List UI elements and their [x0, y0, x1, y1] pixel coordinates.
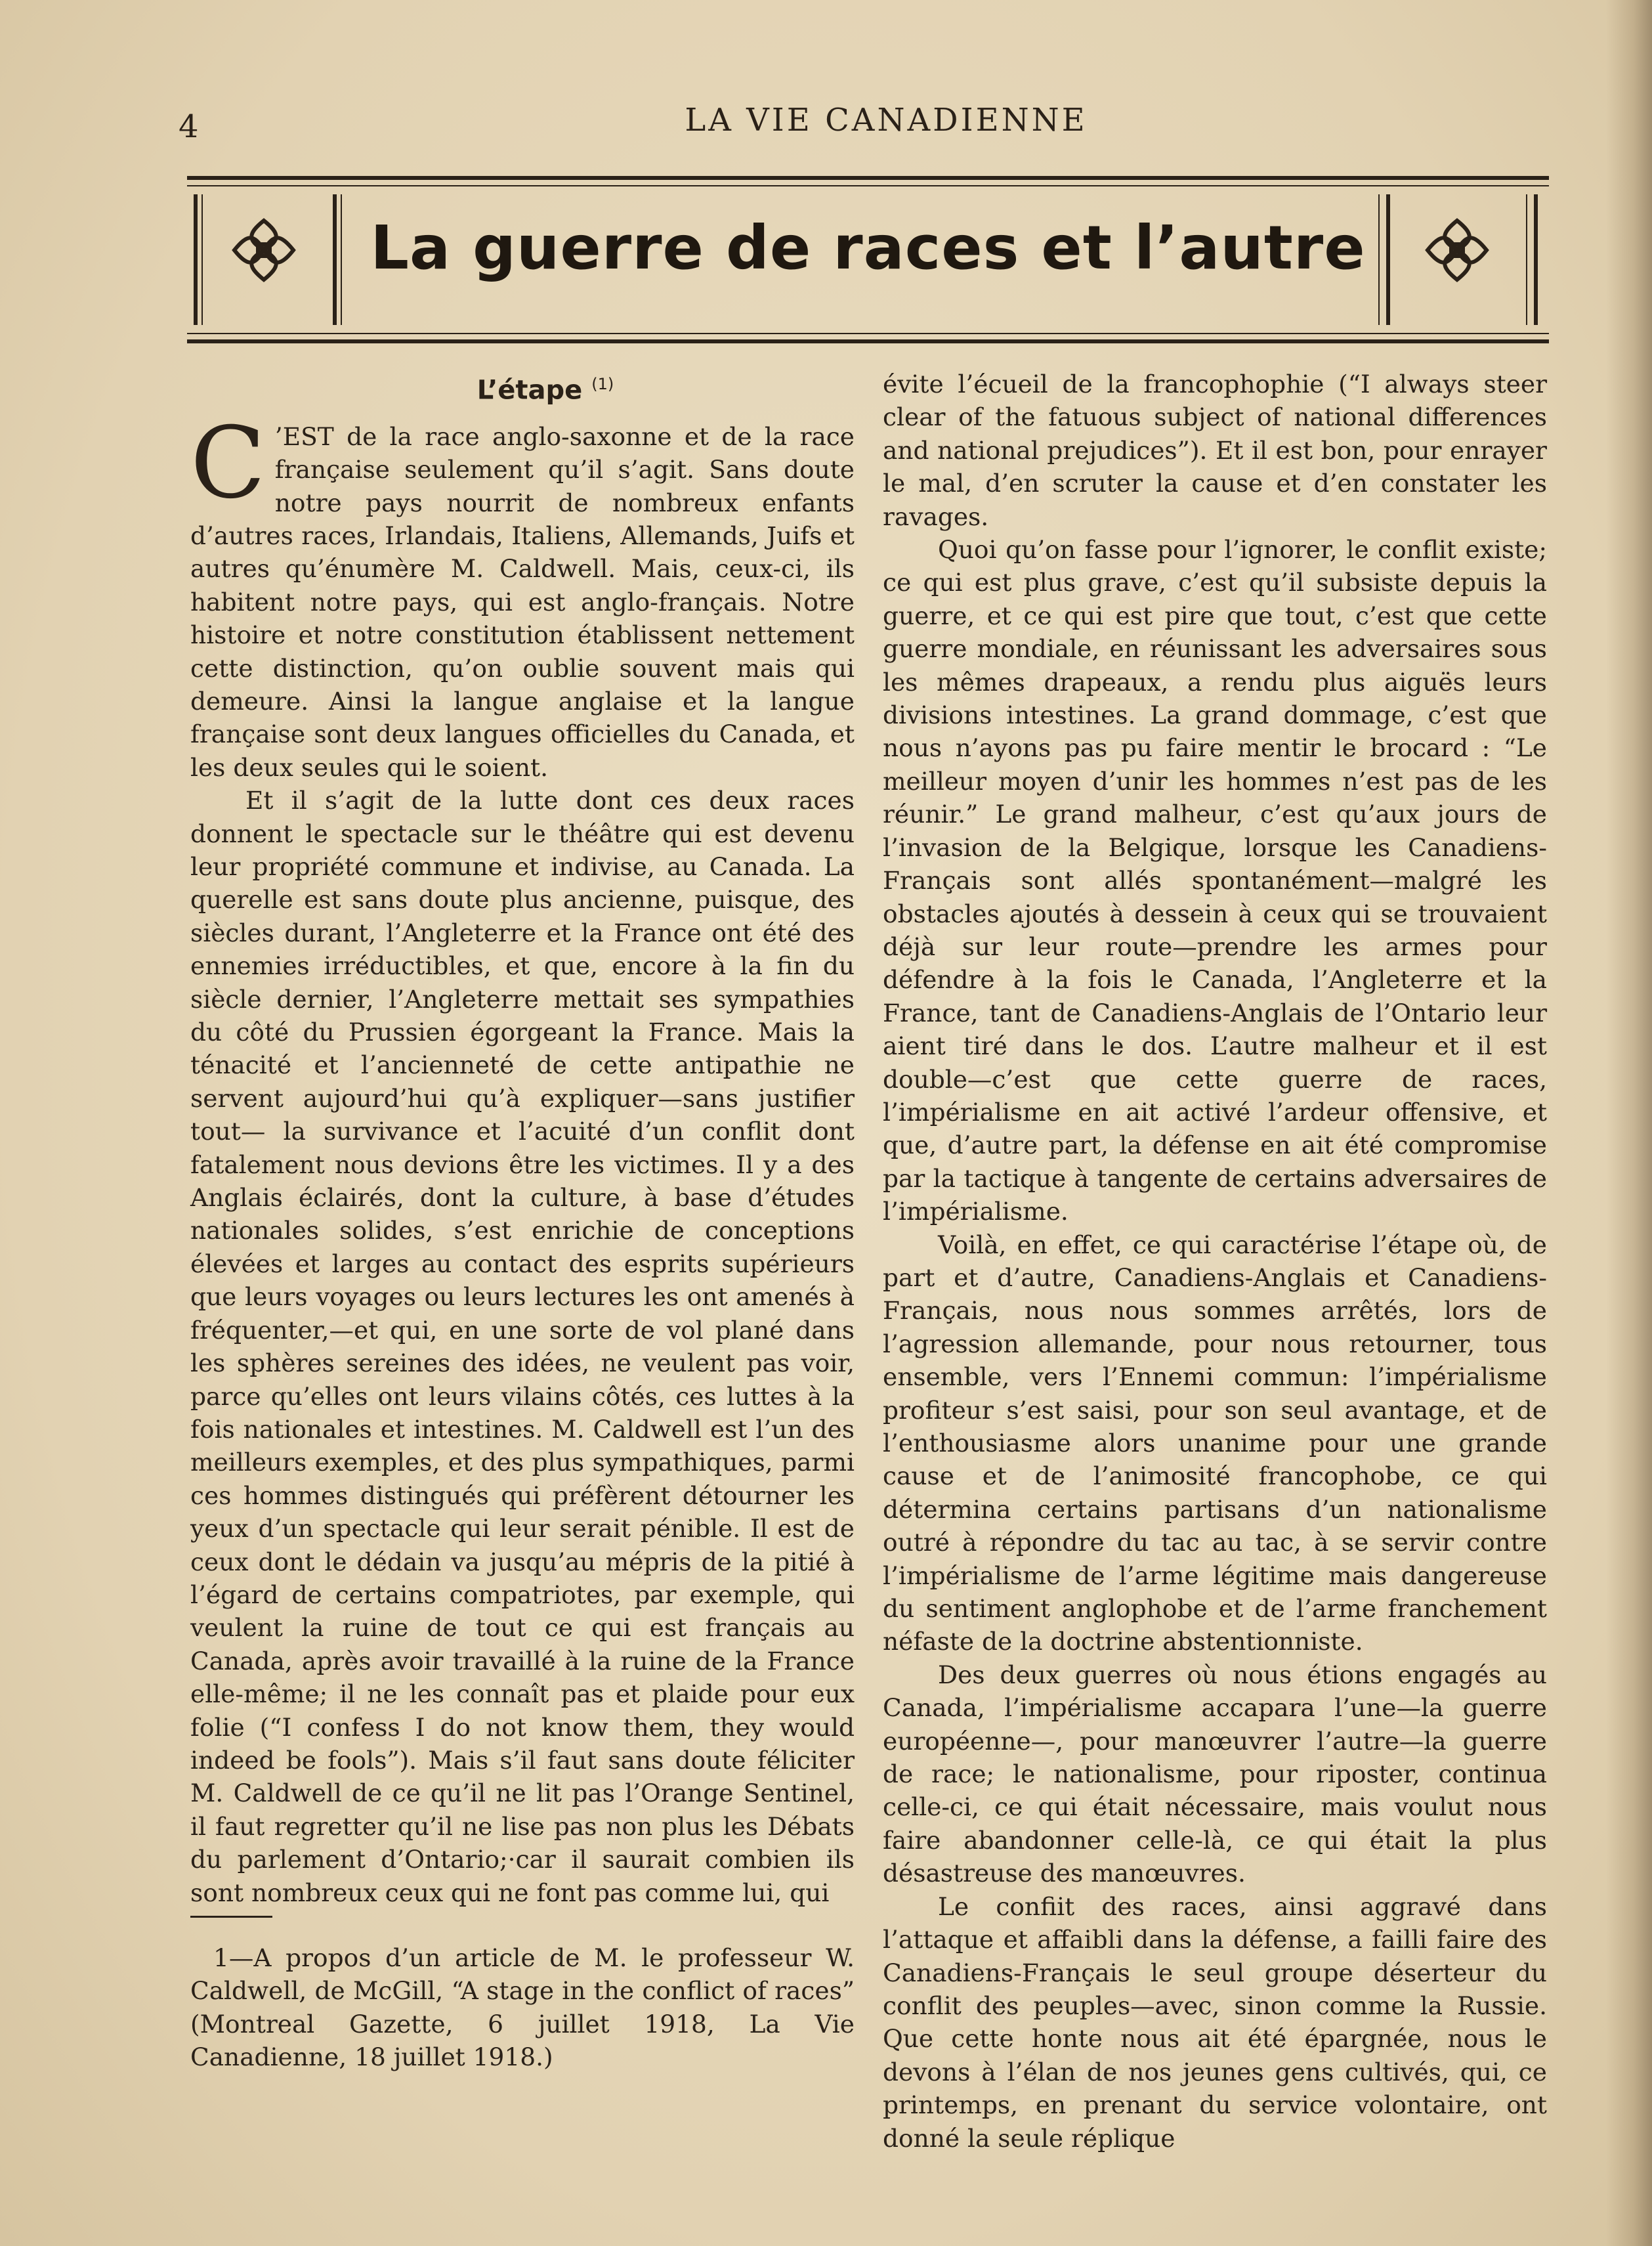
cross-ornament-icon: [1421, 214, 1493, 286]
paragraph: Voilà, en effet, ce qui caractérise l’étape où, de part et d’autre, Canadiens-Anglais et Canadiens-Français, nous nous sommes arrêtés, lors de l’agression allemande, pour nous retourner, tous ensemble, vers l’Ennemi commun: l’impérialisme profiteur s’est saisi, pour son seul avantage, et de l’enthousiasme alors unanime pour une grande cause et de l’animosité francophobe, ce qui détermina certains partisans d’un nationalisme outré à répondre du tac au tac, à se servir contre l’impérialisme de l’arme légitime mais dangereuse du sentiment anglophobe et de l’arme franchement néfaste de la doctrine abstentionniste.: [883, 1230, 1547, 1656]
drop-cap: C: [190, 406, 266, 521]
footnote-text: 1—A propos d’un article de M. le professeur W. Caldwell, de McGill, “A stage in the conflict of races” (Montreal Gazette, 6 juillet 1918, La Vie Canadienne, 18 juillet 1918.): [190, 1943, 855, 2072]
paragraph: évite l’écueil de la francophophie (“I always steer clear of the fatuous subject of national differences and national prejudices”). Et il est bon, pour enrayer le mal, d’en scruter la cause et d’en constater les ravages.: [883, 370, 1547, 531]
frame-bar: [1378, 194, 1380, 325]
right-column: [883, 368, 1547, 2155]
cross-ornament-icon: [228, 214, 300, 286]
frame-bar: [333, 194, 337, 325]
article-title: La guerre de races et l’autre: [370, 213, 1366, 283]
paragraph-text: ’EST de la race anglo-saxonne et de la race française seulement qu’il s’agit. Sans doute notre pays nourrit de nombreux enfants d’autres races, Irlandais, Italiens, Allemands, Juifs et autres qu’énumère M. Caldwell. Mais, ceux-ci, ils habitent notre pays, qui est anglo-français. Notre histoire et notre constitution établissent nettement cette distinction, qu’on oublie souvent mais qui demeure. Ainsi la langue anglaise et la langue française sont deux langues officielles du Canada, et les deux seules qui le soient.: [190, 421, 855, 782]
paragraph: Et il s’agit de la lutte dont ces deux races donnent le spectacle sur le théâtre qui est devenu leur propriété commune et indivise, au Canada. La querelle est sans doute plus ancienne, puisque, des siècles durant, l’Angleterre et la France ont été des ennemies irréductibles, et que, encore à la fin du siècle dernier, l’Angleterre mettait ses sympathies du côté du Prussien égorgeant la France. Mais la ténacité et l’ancienneté de cette antipathie ne servent aujourd’hui qu’à expliquer—sans justifier tout— la survivance et l’acuité d’un conflit dont fatalement nous devions être les victimes. Il y a des Anglais éclairés, dont la culture, à base d’études nationales solides, s’est enrichie de conceptions élevées et larges au contact des esprits supérieurs que leurs voyages ou leurs lectures les ont amenés à fréquenter,—et qui, en une sorte de vol plané dans les sphères sereines des idées, ne veulent pas voir, parce qu’elles ont leurs vilains côtés, ces luttes à la fois nationales et intestines. M. Caldwell est l’un des meilleurs exemples, et des plus sympathiques, parmi ces hommes distingués qui préfèrent détourner les yeux d’un spectacle qui leur serait pénible. Il est de ceux dont le dédain va jusqu’au mépris de la pitié à l’égard de certains compatriotes, par exemple, qui veulent la ruine de tout ce qui est français au Canada, après avoir travaillé à la ruine de la France elle-même; il ne les connaît pas et plaide pour eux folie (“I confess I do not know them, they would indeed be fools”). Mais s’il faut sans doute féliciter M. Caldwell de ce qu’il ne lit pas l’Orange Sentinel, il faut regretter qu’il ne lise pas non plus les Débats du parlement d’Ontario;·car il saurait combien ils sont nombreux ceux qui ne font pas comme lui, qui: [190, 786, 855, 1907]
frame-bar: [341, 194, 342, 325]
frame-bar: [1386, 194, 1390, 325]
footnote-divider: [190, 1916, 272, 1918]
footnote: [190, 1941, 855, 2074]
paragraph: [190, 406, 855, 784]
page-edge-shadow: [1606, 0, 1652, 2246]
subheading-text: L’étape: [477, 375, 583, 406]
frame-bar: [201, 194, 203, 325]
page-number: 4: [179, 108, 199, 145]
paragraph: Quoi qu’on fasse pour l’ignorer, le conflit existe; ce qui est plus grave, c’est qu’il subsiste depuis la guerre, et ce qui est pire que tout, c’est que cette guerre mondiale, en réunissant les adversaires sous les mêmes drapeaux, a rendu plus aiguës leurs divisions intestines. La grand dommage, c’est que nous n’ayons pas pu faire mentir le brocard : “Le meilleur moyen d’unir les hommes n’est pas de les réunir.” Le grand malheur, c’est qu’aux jours de l’invasion de la Belgique, lorsque les Canadiens-Français sont allés spontanément—malgré les obstacles ajoutés à dessein à ceux qui se trouvaient déjà sur leur route—prendre les armes pour défendre à la fois le Canada, l’Angleterre et la France, tant de Canadiens-Anglais de l’Ontario leur aient tiré dans le dos. L’autre malheur et il est double—c’est que cette guerre de races, l’impérialisme en ait activé l’ardeur offensive, et que, d’autre part, la défense en ait été compromise par la tactique à tangente de certains adversaires de l’impérialisme.: [883, 535, 1547, 1226]
left-column: [190, 368, 855, 1909]
section-subheading: [190, 368, 855, 407]
frame-bar: [1526, 194, 1527, 325]
paragraph: Des deux guerres où nous étions engagés au Canada, l’impérialisme accapara l’une—la guerre européenne—, pour manœuvrer l’autre—la guerre de race; le nationalisme, pour riposter, continua celle-ci, ce qui était nécessaire, mais voulut nous faire abandonner celle-là, ce qui était la plus désastreuse des manœuvres.: [883, 1660, 1547, 1888]
title-frame: [187, 176, 1549, 343]
frame-bar: [1534, 194, 1538, 325]
running-head: LA VIE CANADIENNE: [685, 102, 1088, 139]
frame-bar: [194, 194, 198, 325]
paragraph: Le confiit des races, ainsi aggravé dans l’attaque et affaibli dans la défense, a failli faire des Canadiens-Français le seul groupe déserteur du conflit des peuples—avec, sinon comme la Russie. Que cette honte nous ait été épargnée, nous le devons à l’élan de nos jeunes gens cultivés, qui, ce printemps, en prenant du service volontaire, ont donné la seule réplique: [883, 1891, 1547, 2153]
footnote-marker: (1): [591, 375, 614, 393]
